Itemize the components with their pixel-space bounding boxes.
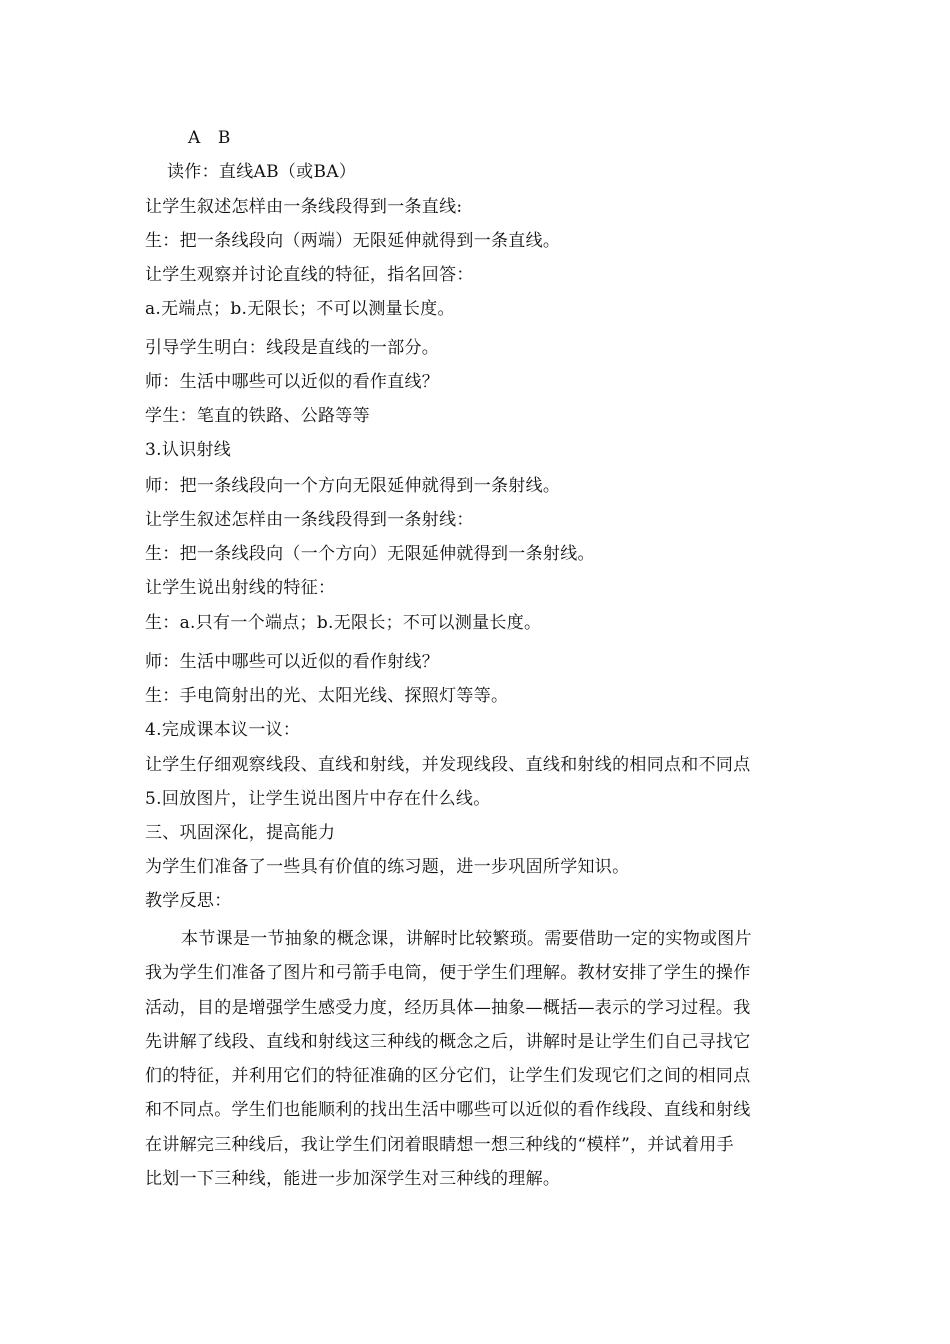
section-heading: 4.完成课本议一议：: [145, 720, 301, 740]
text-line: 生：手电筒射出的光、太阳光线、探照灯等等。: [145, 686, 509, 706]
text-line: 师：生活中哪些可以近似的看作射线？: [145, 652, 440, 672]
paragraph-line: 在讲解完三种线后，我让学生们闭着眼睛想一想三种线的“模样”，并试着用手: [145, 1134, 734, 1155]
reflection-paragraph: [145, 922, 813, 1196]
paragraph-line: 和不同点。学生们也能顺利的找出生活中哪些可以近似的看作线段、直线和射线: [145, 1100, 751, 1121]
text-line: 师：把一条线段向一个方向无限延伸就得到一条射线。: [145, 476, 561, 496]
text-line: 让学生观察并讨论直线的特征，指名回答：: [145, 265, 474, 285]
text-line: 生：a.只有一个端点；b.无限长；不可以测量长度。: [145, 613, 542, 633]
paragraph-line: 本节课是一节抽象的概念课，讲解时比较繁琐。需要借助一定的实物或图片: [181, 929, 752, 949]
section-heading: 三、巩固深化，提高能力: [145, 823, 336, 843]
point-labels-ab: A B: [188, 128, 231, 148]
text-line: 让学生仔细观察线段、直线和射线，并发现线段、直线和射线的相同点和不同点: [145, 755, 751, 775]
section-heading: 5.回放图片，让学生说出图片中存在什么线。: [145, 789, 491, 809]
text-line: 让学生叙述怎样由一条线段得到一条射线：: [145, 510, 474, 530]
paragraph-line: 比划一下三种线，能进一步加深学生对三种线的理解。: [145, 1169, 561, 1190]
text-line: 师：生活中哪些可以近似的看作直线？: [145, 372, 440, 392]
text-line: 生：把一条线段向（两端）无限延伸就得到一条直线。: [145, 231, 561, 251]
paragraph-line: 先讲解了线段、直线和射线这三种线的概念之后，讲解时是让学生们自己寻找它: [145, 1031, 751, 1052]
paragraph-line: 活动，目的是增强学生感受力度，经历具体—抽象—概括—表示的学习过程。我: [145, 997, 751, 1018]
section-heading: 3.认识射线: [145, 440, 232, 460]
text-line: 让学生叙述怎样由一条线段得到一条直线:: [145, 197, 463, 217]
text-line: 学生：笔直的铁路、公路等等: [145, 406, 370, 426]
reflection-heading: 教学反思：: [145, 891, 232, 911]
text-line: 生：把一条线段向（一个方向）无限延伸就得到一条射线。: [145, 544, 595, 564]
text-line: 让学生说出射线的特征：: [145, 578, 336, 598]
text-line: a.无端点；b.无限长；不可以测量长度。: [145, 299, 455, 319]
paragraph-line: 们的特征，并利用它们的特征准确的区分它们，让学生们发现它们之间的相同点: [145, 1066, 751, 1087]
text-line: 读作：直线AB（或BA）: [167, 162, 357, 182]
text-line: 为学生们准备了一些具有价值的练习题，进一步巩固所学知识。: [145, 857, 630, 877]
paragraph-line: 我为学生们准备了图片和弓箭手电筒，便于学生们理解。教材安排了学生的操作: [145, 963, 751, 984]
text-line: 引导学生明白：线段是直线的一部分。: [145, 338, 440, 358]
